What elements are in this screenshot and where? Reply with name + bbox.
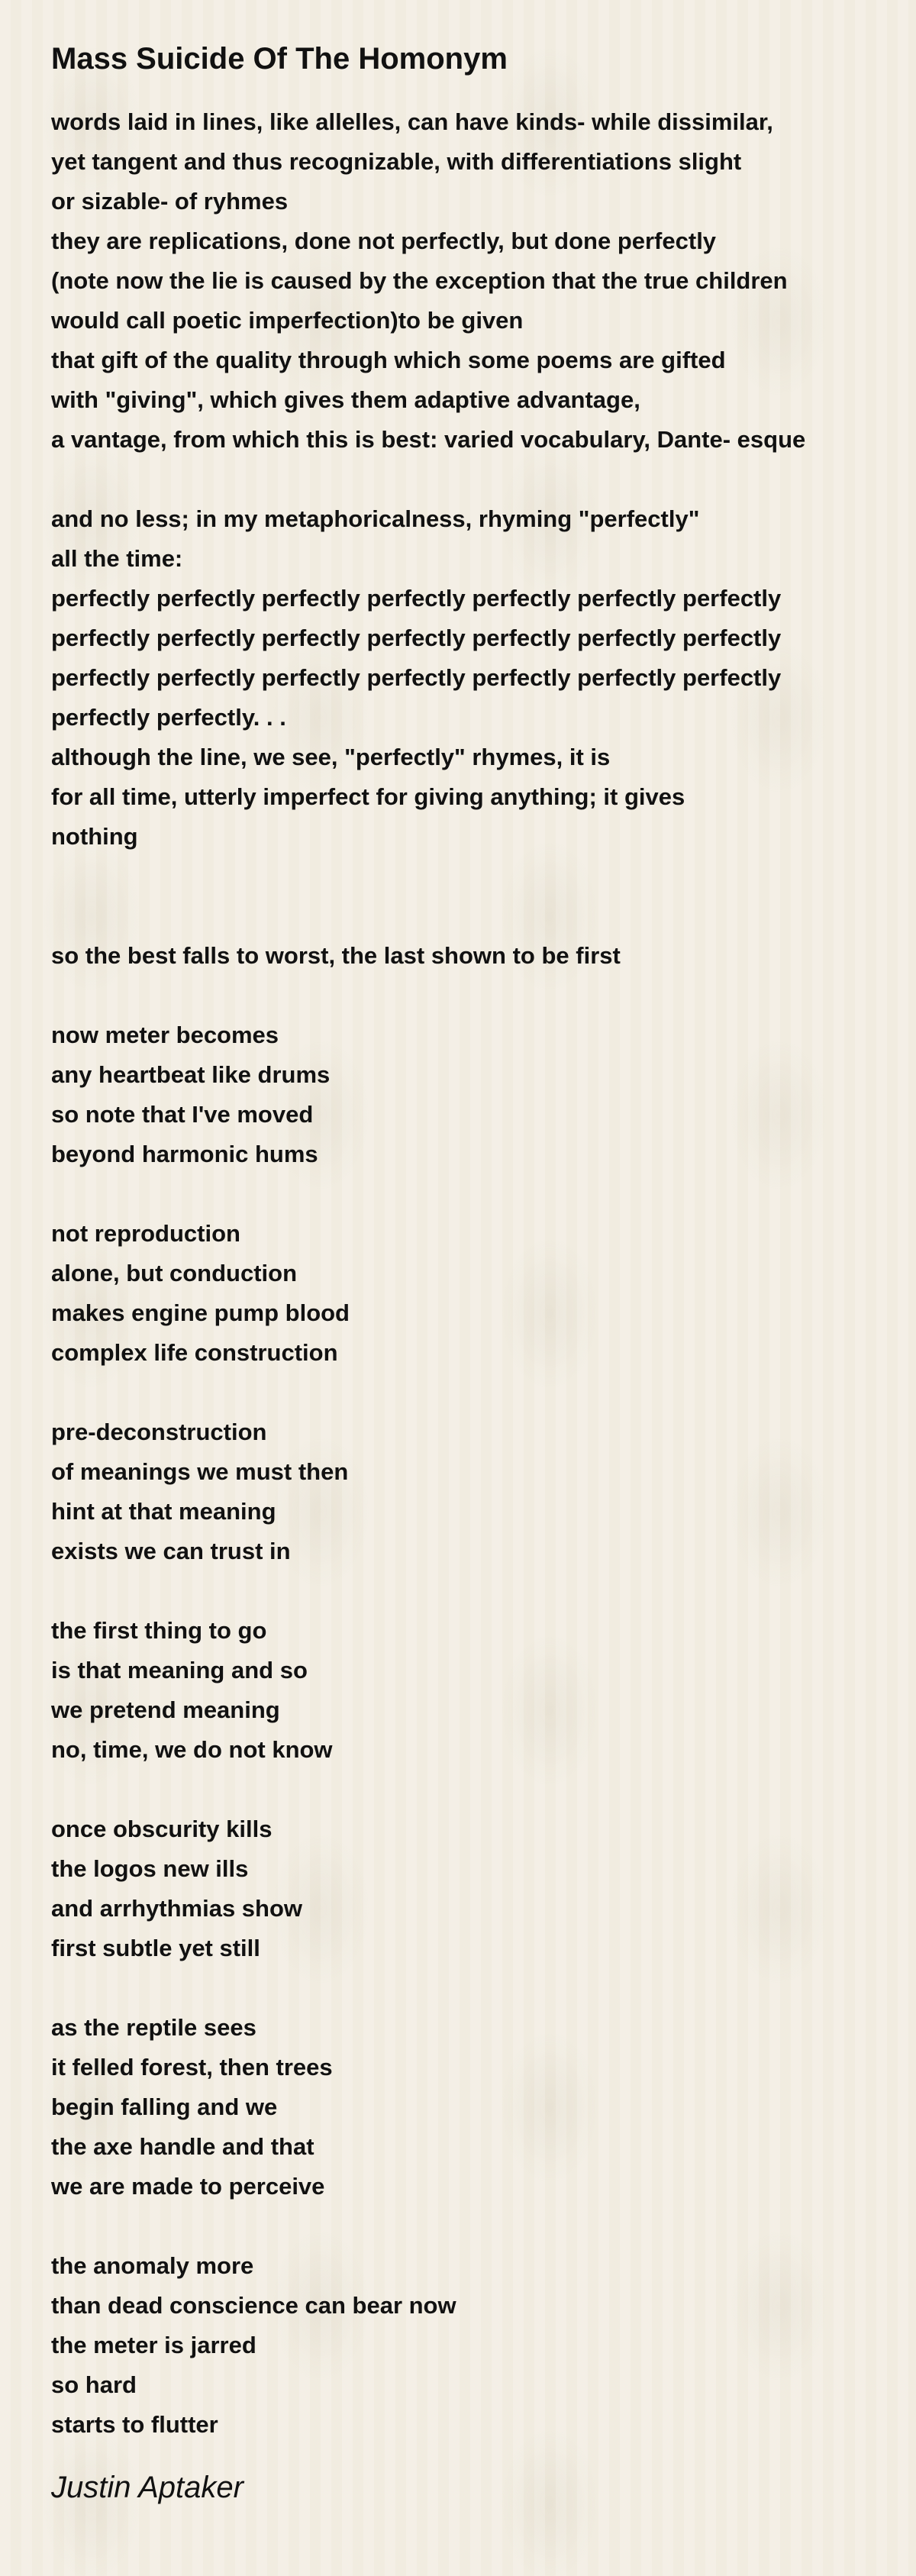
poem-line: so the best falls to worst, the last shown to be first	[51, 942, 621, 969]
poem-line: the anomaly more	[51, 2252, 254, 2279]
poem-line: not reproduction	[51, 1220, 240, 1247]
poem-line: with "giving", which gives them adaptive advantage,	[51, 386, 640, 413]
poem-line: the meter is jarred	[51, 2332, 256, 2358]
poem-line: and arrhythmias show	[51, 1895, 303, 1922]
stanza-break	[51, 857, 885, 896]
poem-line: no, time, we do not know	[51, 1736, 333, 1763]
poem-line: that gift of the quality through which some poems are gifted	[51, 347, 726, 373]
poem-line: pre-deconstruction	[51, 1419, 267, 1445]
poem-line: perfectly perfectly perfectly perfectly perfectly perfectly perfectly	[51, 585, 782, 612]
poem-line: beyond harmonic hums	[51, 1141, 318, 1167]
stanza-break	[51, 460, 885, 499]
stanza-break	[51, 1373, 885, 1412]
poem-line: as the reptile sees	[51, 2014, 256, 2041]
poem-line: perfectly perfectly perfectly perfectly perfectly perfectly perfectly	[51, 664, 782, 691]
stanza-break	[51, 976, 885, 1015]
poem-line: once obscurity kills	[51, 1816, 273, 1842]
poem-line: the logos new ills	[51, 1855, 249, 1882]
poem-line: we are made to perceive	[51, 2173, 325, 2200]
poem-line: starts to flutter	[51, 2411, 218, 2438]
stanza-break	[51, 896, 885, 936]
poem-line: of meanings we must then	[51, 1458, 349, 1485]
poem-line: alone, but conduction	[51, 1260, 298, 1286]
poem-line: they are replications, done not perfectly, but done perfectly	[51, 228, 717, 254]
poem-line: hint at that meaning	[51, 1498, 276, 1525]
poem-title: Mass Suicide Of The Homonym	[51, 42, 508, 76]
poem-line: exists we can trust in	[51, 1538, 291, 1564]
poem-line: yet tangent and thus recognizable, with differentiations slight	[51, 148, 742, 175]
poem-line: first subtle yet still	[51, 1935, 260, 1961]
poem-line: although the line, we see, "perfectly" rhymes, it is	[51, 744, 611, 770]
poem-line: the first thing to go	[51, 1617, 267, 1644]
stanza-break	[51, 1571, 885, 1611]
poem-line: so hard	[51, 2371, 137, 2398]
poem-line: (note now the lie is caused by the exception that the true children	[51, 267, 788, 294]
poem-line: and no less; in my metaphoricalness, rhyming "perfectly"	[51, 505, 700, 532]
poem-line: so note that I've moved	[51, 1101, 314, 1128]
poem-line: we pretend meaning	[51, 1696, 280, 1723]
poem-line: complex life construction	[51, 1339, 338, 1366]
poem-author: Justin Aptaker	[51, 2471, 244, 2504]
poem-line: perfectly perfectly. . .	[51, 704, 286, 731]
poem-line: than dead conscience can bear now	[51, 2292, 456, 2319]
poem-line: a vantage, from which this is best: varied vocabulary, Dante- esque	[51, 426, 806, 453]
poem-line: it felled forest, then trees	[51, 2054, 333, 2080]
poem-line: any heartbeat like drums	[51, 1061, 331, 1088]
poem-line: for all time, utterly imperfect for giving anything; it gives	[51, 783, 685, 810]
poem-line: or sizable- of ryhmes	[51, 188, 289, 215]
stanza-break	[51, 1968, 885, 2008]
stanza-break	[51, 1770, 885, 1809]
stanza-break	[51, 1174, 885, 1214]
poem-line: perfectly perfectly perfectly perfectly perfectly perfectly perfectly	[51, 625, 782, 651]
poem-line: words laid in lines, like allelles, can have kinds- while dissimilar,	[51, 108, 773, 135]
poem-line: would call poetic imperfection)to be given	[51, 307, 524, 334]
poem-line: begin falling and we	[51, 2093, 278, 2120]
poem-line: now meter becomes	[51, 1022, 279, 1048]
poem-line: nothing	[51, 823, 138, 850]
poem-line: makes engine pump blood	[51, 1299, 350, 1326]
poem-body	[51, 102, 885, 2445]
stanza-break	[51, 2206, 885, 2246]
poem-line: the axe handle and that	[51, 2133, 314, 2160]
poem-line: is that meaning and so	[51, 1657, 308, 1683]
poem-line: all the time:	[51, 545, 183, 572]
